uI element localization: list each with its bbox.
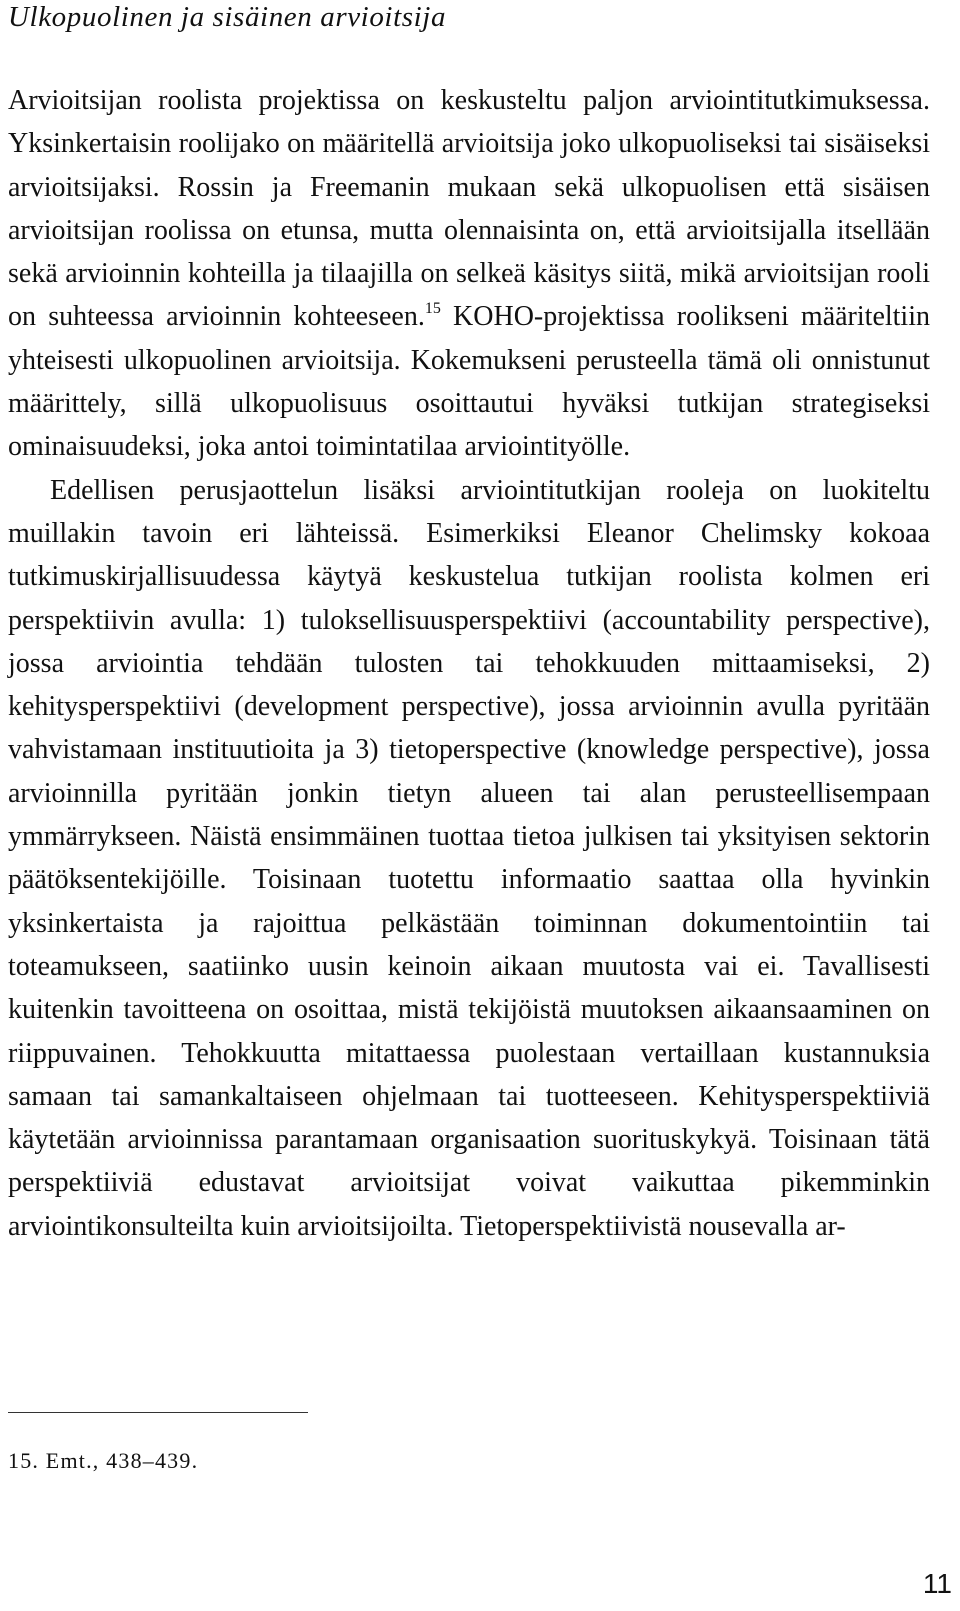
paragraph-1-text: Arvioitsijan roolista projektissa on keskusteltu paljon arviointitutkimuksessa. Yksinkertaisin roolijako on määritellä arvioitsija joko ulkopuoliseksi tai sisäiseksi arvioitsijaksi. Rossin ja Freemanin mukaan sekä ulkopuolisen että sisäisen arvioitsijan roolissa on etunsa, mutta olennaisinta on, että arvioitsijalla itsellään sekä arvioinnin kohteilla ja tilaajilla on selkeä käsitys siitä, mikä arvioitsijan rooli on suhteessa arvioinnin kohteeseen.	[8, 85, 930, 333]
paragraph-1	[8, 79, 930, 469]
footnote: 15. Emt., 438–439.	[8, 1448, 199, 1473]
section-heading: Ulkopuolinen ja sisäinen arvioitsija	[8, 1, 447, 33]
paragraph-2: Edellisen perusjaottelun lisäksi arviointitutkijan rooleja on luokiteltu muillakin tavoin eri lähteissä. Esimerkiksi Eleanor Chelimsky kokoaa tutkimuskirjallisuudessa käytyä keskustelua tutkijan roolista kolmen eri perspektiivin avulla: 1) tuloksellisuusperspektiivi (accountability perspective), jossa arviointia tehdään tulosten tai tehokkuuden mittaamiseksi, 2) kehitysperspektiivi (development perspective), jossa arvioinnin avulla pyritään vahvistamaan instituutioita ja 3) tietoperspective (knowledge perspective), jossa arvioinnilla pyritään jonkin tietyn alueen tai alan perusteellisempaan ymmärrykseen. Näistä ensimmäinen tuottaa tietoa julkisen tai yksityisen sektorin päätöksentekijöille. Toisinaan tuotettu informaatio saattaa olla hyvinkin yksinkertaista ja rajoittua pelkästään toiminnan dokumentointiin tai toteamukseen, saatiinko uusin keinoin aikaan muutosta vai ei. Tavallisesti kuitenkin tavoitteena on osoittaa, mistä tekijöistä muutoksen aikaansaaminen on riippuvainen. Tehokkuutta mitattaessa puolestaan vertaillaan kustannuksia samaan tai samankaltaiseen ohjelmaan tai tuotteeseen. Kehitysperspektiiviä käytetään arvioinnissa parantamaan organisaation suorituskykyä. Toisinaan tätä perspektiiviä edustavat arvioitsijat voivat vaikuttaa pikemminkin arviointikonsulteilta kuin arvioitsijoilta. Tietoperspektiivistä nousevalla ar-	[8, 474, 930, 1242]
footnote-divider	[8, 1412, 308, 1413]
paragraph-1-continuation: KOHO-projektissa roolikseni määriteltiin yhteisesti ulkopuolinen arvioitsija. Kokemukseni perusteella tämä oli onnistunut määrittely, sillä ulkopuolisuus osoittautui hyväksi tutkijan strategiseksi ominaisuudeksi, joka antoi toimintatilaa arviointityölle.	[8, 301, 930, 463]
page-content	[8, 0, 930, 1248]
footnote-reference[interactable]: 15	[424, 300, 441, 318]
page-number: 11	[922, 1568, 952, 1599]
body-text	[8, 79, 930, 1248]
